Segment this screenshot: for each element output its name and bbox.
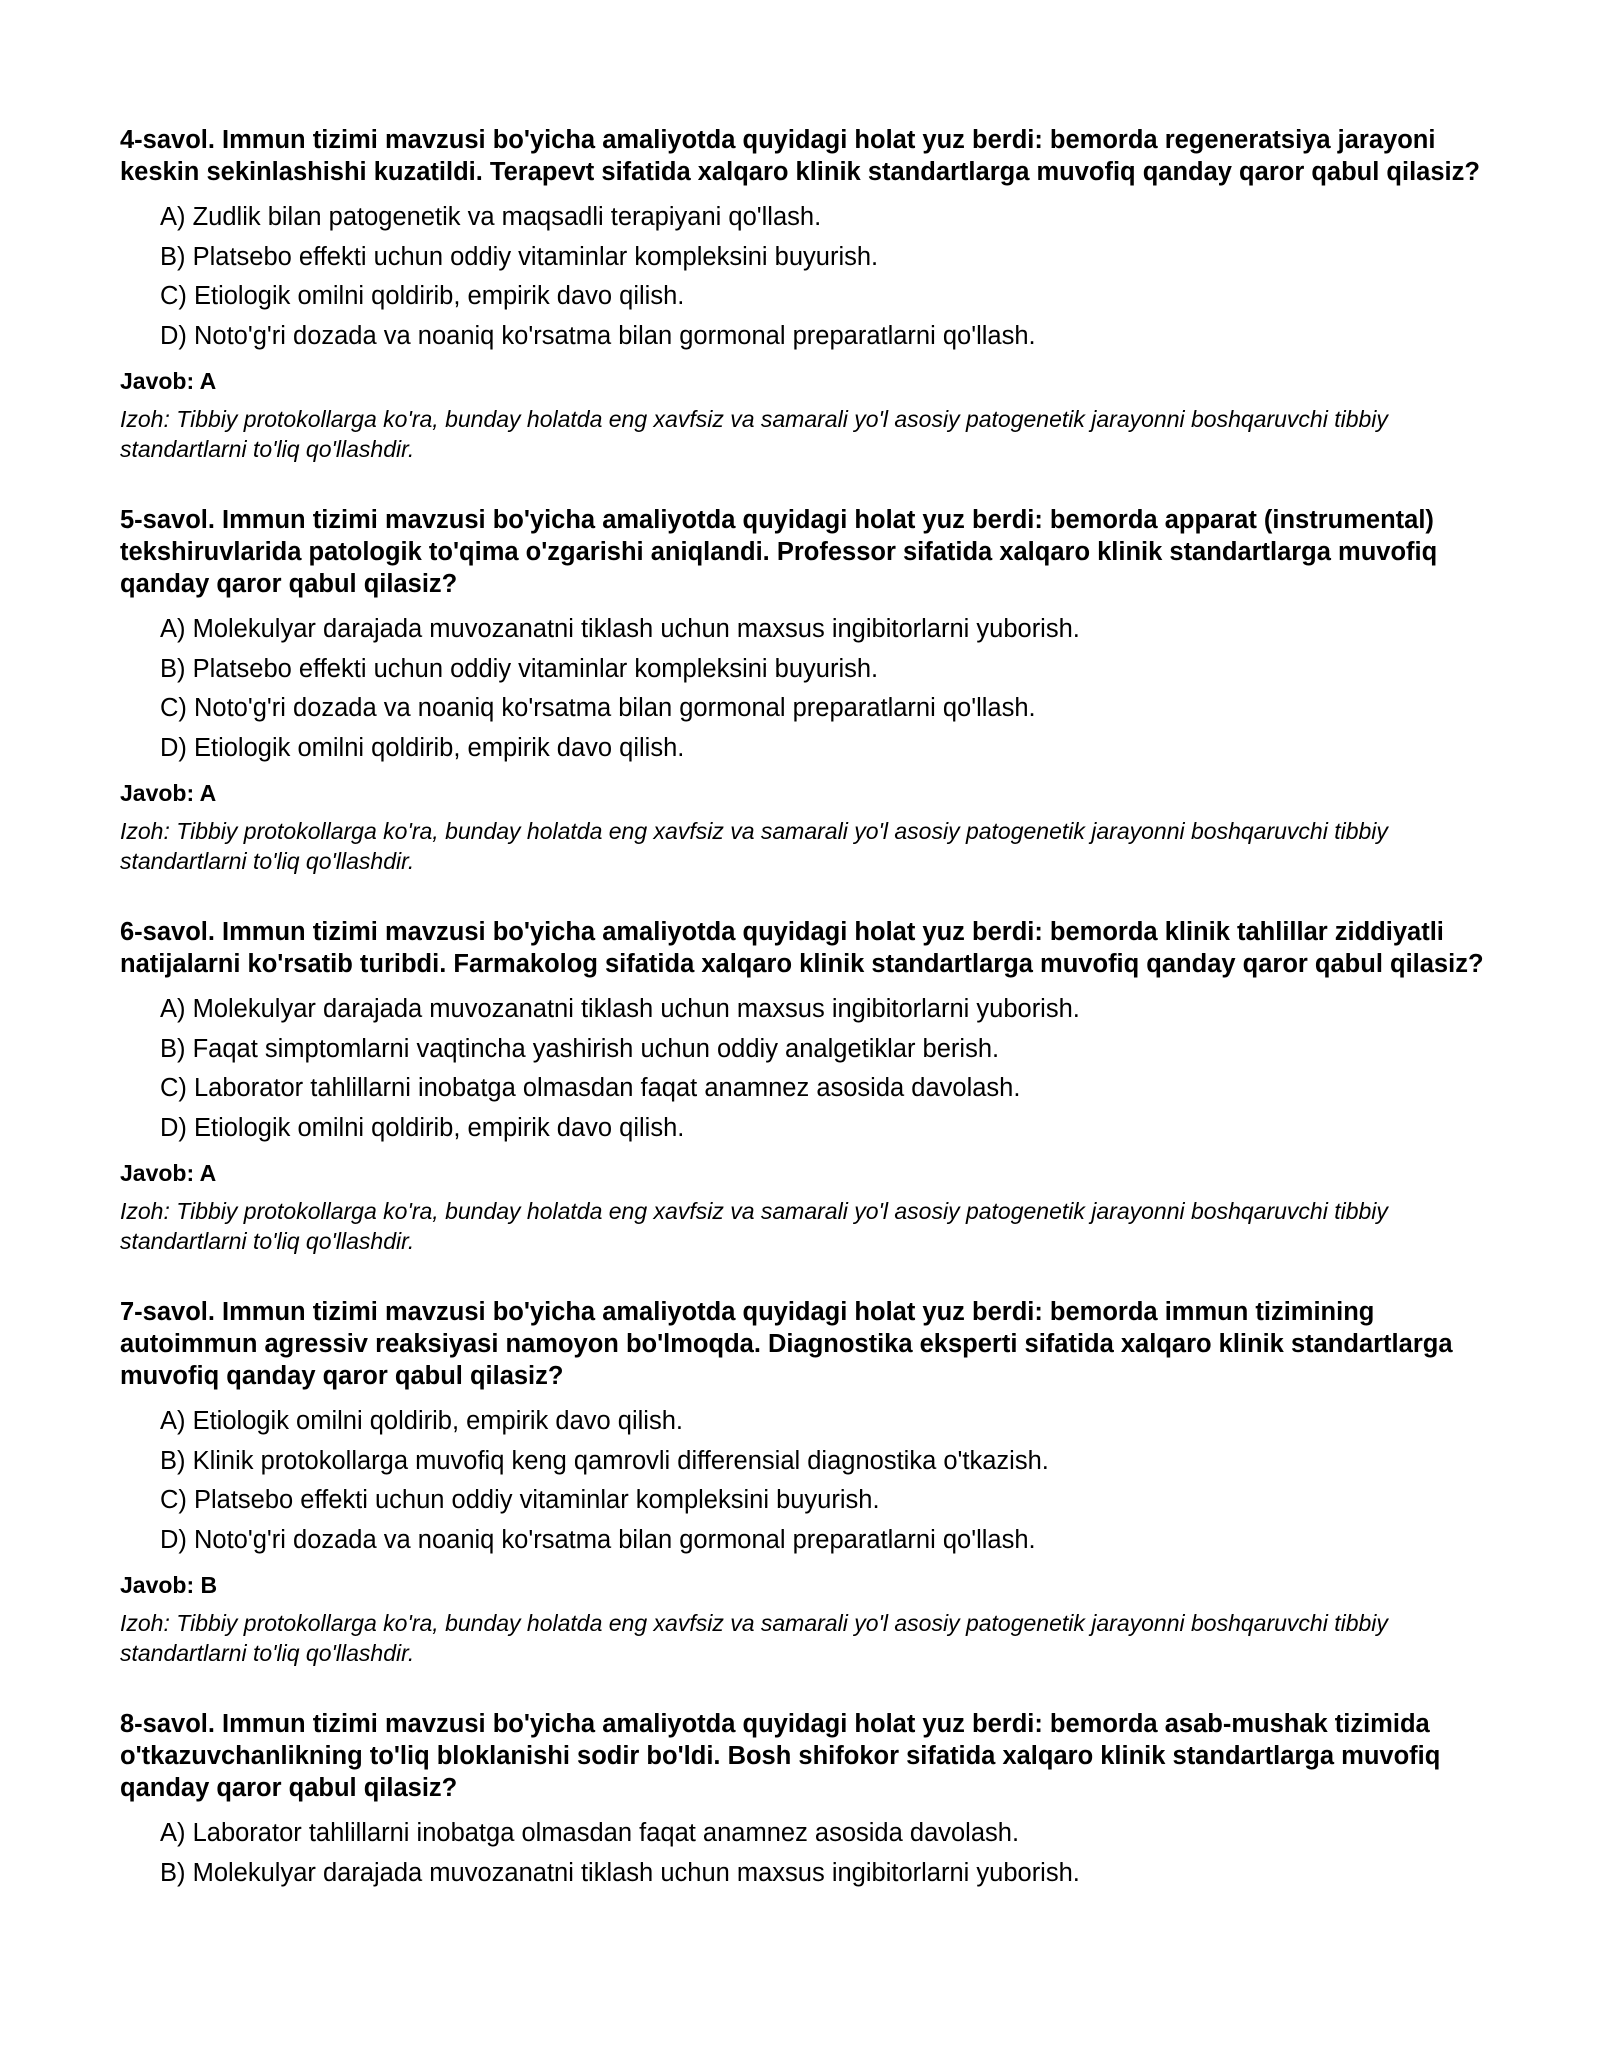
option-c: C) Etiologik omilni qoldirib, empirik davo qilish. (160, 282, 685, 310)
explanation-note: Izoh: Tibbiy protokollarga ko'ra, bunday holatda eng xavfsiz va samarali yo'l asosiy patogenetik jarayonni boshqaruvchi tibbiy standartlarni to'liq qo'llashdir. (120, 1198, 1388, 1254)
explanation-note: Izoh: Tibbiy protokollarga ko'ra, bunday holatda eng xavfsiz va samarali yo'l asosiy patogenetik jarayonni boshqaruvchi tibbiy standartlarni to'liq qo'llashdir. (120, 1610, 1388, 1666)
answer-label: Javob: A (120, 780, 217, 806)
answer-label: Javob: B (120, 1572, 218, 1598)
question-text: 6-savol. Immun tizimi mavzusi bo'yicha amaliyotda quyidagi holat yuz berdi: bemorda klinik tahlillar ziddiyatli natijalarni ko'rsatib turibdi. Farmakolog sifatida xalqaro klinik standartlarga muvofiq qanday qaror qabul qilasiz? (120, 918, 1484, 978)
document-page (120, 124, 1500, 1933)
question-8 (120, 1708, 1500, 1893)
option-b: B) Platsebo effekti uchun oddiy vitaminlar kompleksini buyurish. (160, 654, 879, 683)
option-a: A) Molekulyar darajada muvozanatni tiklash uchun maxsus ingibitorlarni yuborish. (160, 615, 1080, 643)
option-c: C) Noto'g'ri dozada va noaniq ko'rsatma bilan gormonal preparatlarni qo'llash. (160, 694, 1036, 722)
option-c: C) Laborator tahlillarni inobatga olmasdan faqat anamnez asosida davolash. (160, 1074, 1021, 1102)
option-c: C) Platsebo effekti uchun oddiy vitaminlar kompleksini buyurish. (160, 1486, 880, 1514)
question-text: 5-savol. Immun tizimi mavzusi bo'yicha amaliyotda quyidagi holat yuz berdi: bemorda apparat (instrumental) tekshiruvlarida patologik to'qima o'zgarishi aniqlandi. Professor sifatida xalqaro klinik standartlarga muvofiq qanday qaror qabul qilasiz? (120, 506, 1438, 598)
option-b: B) Klinik protokollarga muvofiq keng qamrovli differensial diagnostika o'tkazish. (160, 1446, 1049, 1475)
option-list (120, 198, 1500, 356)
option-list (120, 610, 1500, 768)
question-text: 7-savol. Immun tizimi mavzusi bo'yicha amaliyotda quyidagi holat yuz berdi: bemorda immun tizimining autoimmun agressiv reaksiyasi namoyon bo'lmoqda. Diagnostika eksperti sifatida xalqaro klinik standartlarga muvofiq qanday qaror qabul qilasiz? (120, 1298, 1453, 1390)
option-list (120, 990, 1500, 1148)
option-b: B) Faqat simptomlarni vaqtincha yashirish uchun oddiy analgetiklar berish. (160, 1034, 1000, 1063)
question-7 (120, 1296, 1500, 1668)
question-6 (120, 916, 1500, 1256)
option-a: A) Zudlik bilan patogenetik va maqsadli terapiyani qo'llash. (160, 203, 822, 231)
option-d: D) Noto'g'ri dozada va noaniq ko'rsatma bilan gormonal preparatlarni qo'llash. (160, 321, 1036, 350)
answer-label: Javob: A (120, 368, 217, 394)
option-b: B) Platsebo effekti uchun oddiy vitaminlar kompleksini buyurish. (160, 242, 879, 271)
option-d: D) Noto'g'ri dozada va noaniq ko'rsatma bilan gormonal preparatlarni qo'llash. (160, 1525, 1036, 1554)
question-text: 8-savol. Immun tizimi mavzusi bo'yicha amaliyotda quyidagi holat yuz berdi: bemorda asab-mushak tizimida o'tkazuvchanlikning to'liq bloklanishi sodir bo'ldi. Bosh shifokor sifatida xalqaro klinik standartlarga muvofiq qanday qaror qabul qilasiz? (120, 1710, 1441, 1802)
option-list (120, 1814, 1500, 1893)
explanation-note: Izoh: Tibbiy protokollarga ko'ra, bunday holatda eng xavfsiz va samarali yo'l asosiy patogenetik jarayonni boshqaruvchi tibbiy standartlarni to'liq qo'llashdir. (120, 818, 1388, 874)
explanation-note: Izoh: Tibbiy protokollarga ko'ra, bunday holatda eng xavfsiz va samarali yo'l asosiy patogenetik jarayonni boshqaruvchi tibbiy standartlarni to'liq qo'llashdir. (120, 406, 1388, 462)
option-list (120, 1402, 1500, 1560)
question-text: 4-savol. Immun tizimi mavzusi bo'yicha amaliyotda quyidagi holat yuz berdi: bemorda regeneratsiya jarayoni keskin sekinlashishi kuzatildi. Terapevt sifatida xalqaro klinik standartlarga muvofiq qanday qaror qabul qilasiz? (120, 126, 1480, 186)
option-d: D) Etiologik omilni qoldirib, empirik davo qilish. (160, 1113, 685, 1142)
option-a: A) Laborator tahlillarni inobatga olmasdan faqat anamnez asosida davolash. (160, 1819, 1020, 1847)
question-5 (120, 504, 1500, 876)
question-4 (120, 124, 1500, 464)
option-d: D) Etiologik omilni qoldirib, empirik davo qilish. (160, 733, 685, 762)
answer-label: Javob: A (120, 1160, 217, 1186)
option-a: A) Etiologik omilni qoldirib, empirik davo qilish. (160, 1407, 683, 1435)
option-a: A) Molekulyar darajada muvozanatni tiklash uchun maxsus ingibitorlarni yuborish. (160, 995, 1080, 1023)
option-b: B) Molekulyar darajada muvozanatni tiklash uchun maxsus ingibitorlarni yuborish. (160, 1858, 1080, 1887)
